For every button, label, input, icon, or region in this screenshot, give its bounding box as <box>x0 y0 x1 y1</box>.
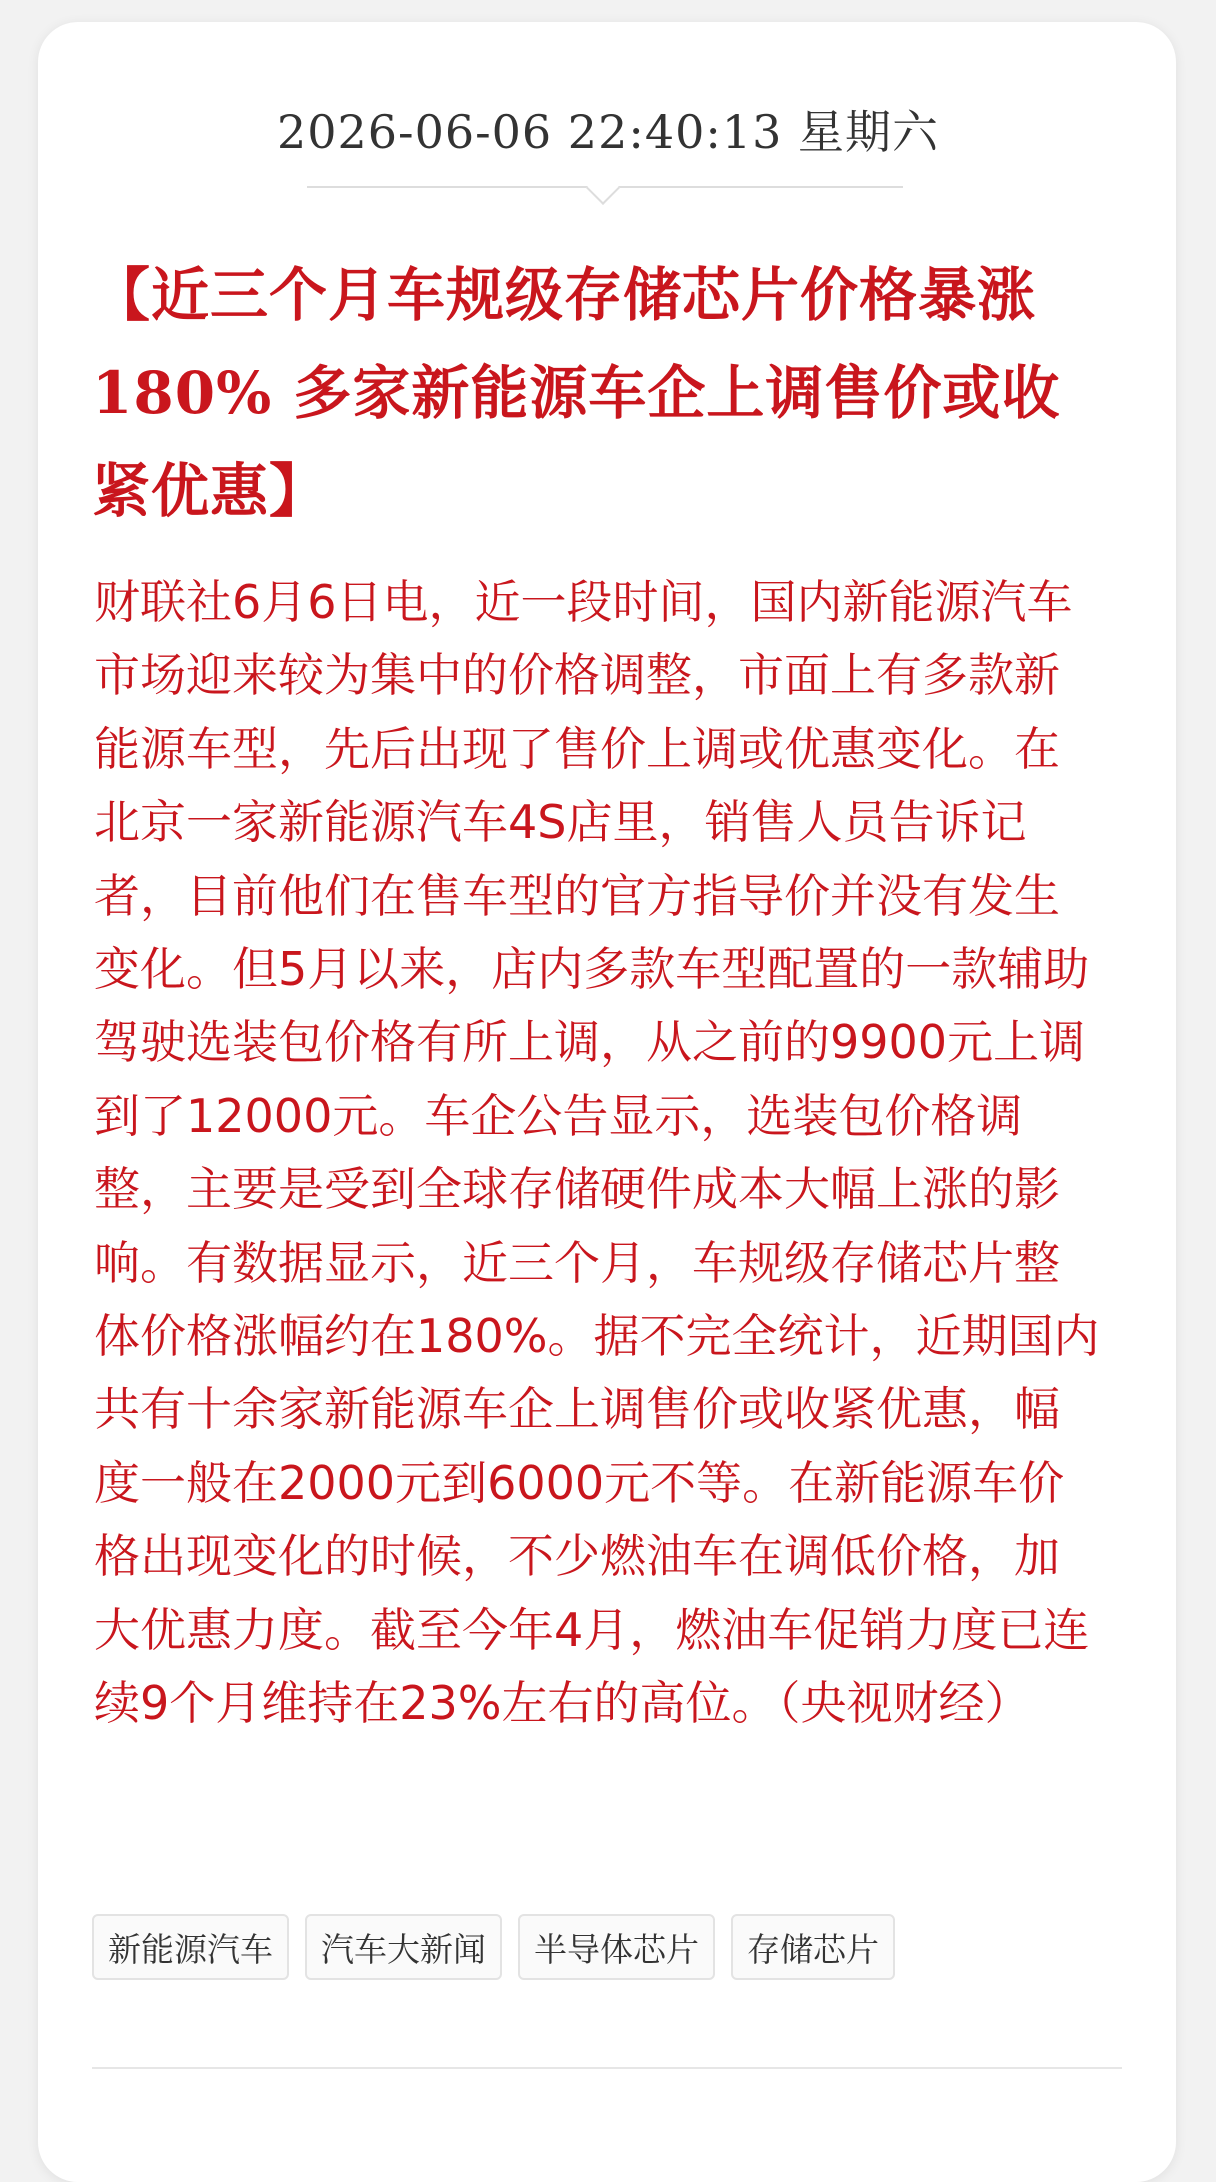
tag-semiconductor-chips[interactable]: 半导体芯片 <box>518 1914 715 1980</box>
tag-new-energy-vehicles[interactable]: 新能源汽车 <box>92 1914 289 1980</box>
tag-auto-big-news[interactable]: 汽车大新闻 <box>305 1914 502 1980</box>
bottom-divider <box>92 2067 1122 2069</box>
publish-datetime: 2026-06-06 22:40:13 星期六 <box>276 105 940 159</box>
tag-storage-chips[interactable]: 存储芯片 <box>731 1914 895 1980</box>
article-body: 财联社6月6日电，近一段时间，国内新能源汽车市场迎来较为集中的价格调整，市面上有多款新能源车型，先后出现了售价上调或优惠变化。在北京一家新能源汽车4S店里，销售人员告诉记者，目前他们在售车型的官方指导价并没有发生变化。但5月以来，店内多款车型配置的一款辅助驾驶选装包价格有所上调，从之前的9900元上调到了12000元。车企公告显示，选装包价格调整，主要是受到全球存储硬件成本大幅上涨的影响。有数据显示，近三个月，车规级存储芯片整体价格涨幅约在180%。据不完全统计，近期国内共有十余家新能源车企上调售价或收紧优惠，幅度一般在2000元到6000元不等。在新能源车价格出现变化的时候，不少燃油车在调低价格，加大优惠力度。截至今年4月，燃油车促销力度已连续9个月维持在23%左右的高位。（央视财经） <box>94 575 1100 1731</box>
article-headline: 【近三个月车规级存储芯片价格暴涨180% 多家新能源车企上调售价或收紧优惠】 <box>92 261 1061 525</box>
tag-list <box>92 1914 895 1980</box>
